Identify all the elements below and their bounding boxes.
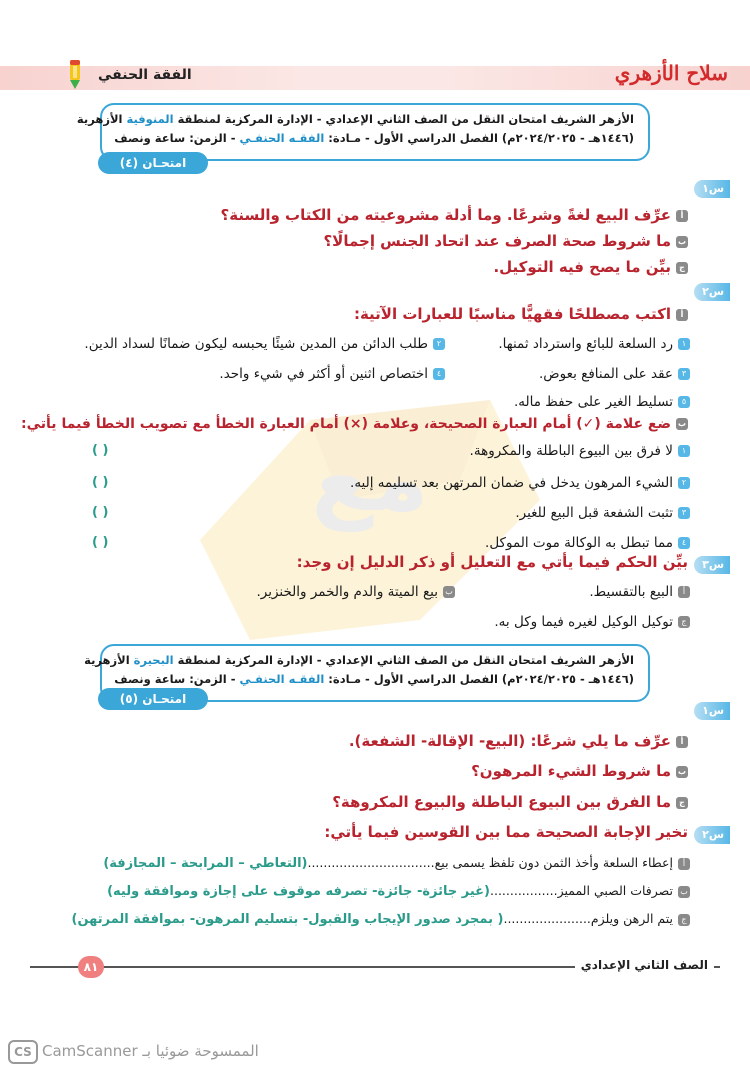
- q3-item: جتوكيل الوكيل لغيره فيما وكل به.: [494, 614, 690, 630]
- exam-5-q1-item: جما الفرق بين البيوع الباطلة والبيوع المكروهة؟: [332, 793, 688, 811]
- question-marker: س٣: [694, 556, 730, 574]
- exam-4-q1-item: بما شروط صحة الصرف عند اتحاد الجنس إجمالًا؟: [323, 232, 687, 250]
- svg-text:مع: مع: [311, 427, 429, 532]
- statement-item: ٤مما تبطل به الوكالة موت الموكل.: [485, 535, 690, 551]
- question-marker: س٢: [694, 283, 730, 301]
- page-number: ٨١: [78, 956, 104, 978]
- exam-4-q2b-prompt: بضع علامة (✓) أمام العبارة الصحيحة، وعلامة (×) أمام العبارة الخطأ مع تصويب الخطأ فيما يأتي:: [21, 416, 687, 432]
- term-item: ١رد السلعة للبائع واسترداد ثمنها.: [498, 336, 690, 352]
- exam-5-line-2: (١٤٤٦هـ - ٢٠٢٤/٢٠٢٥م) الفصل الدراسي الأول - مـادة: الفقـه الحنفـي - الزمن: ساعة ونصف: [114, 672, 634, 686]
- exam-4-q3-prompt: بيِّن الحكم فيما يأتي مع التعليل أو ذكر الدليل إن وجد:: [296, 553, 688, 571]
- statement-item: ٢الشيء المرهون يدخل في ضمان المرتهن بعد تسليمه إليه.: [350, 475, 690, 491]
- term-item: ٢طلب الدائن من المدين شيئًا يحبسه ليكون ضمانًا لسداد الدين.: [84, 336, 445, 352]
- pencil-icon: [64, 58, 86, 90]
- mcq-item: أإعطاء السلعة وأخذ الثمن دون تلفظ يسمى بيع................................(التعاطي – المرابحة – المجازفة): [103, 855, 690, 871]
- answer-parens: ( ): [92, 475, 109, 490]
- exam-5-q2-prompt: تخير الإجابة الصحيحة مما بين القوسين فيما يأتي:: [324, 823, 688, 841]
- term-item: ٤اختصاص اثنين أو أكثر في شيء واحد.: [219, 366, 445, 382]
- exam-5-q1-item: أعرِّف ما يلي شرعًا: (البيع- الإقالة- الشفعة).: [349, 732, 688, 750]
- exam-4-line-2: (١٤٤٦هـ - ٢٠٢٤/٢٠٢٥م) الفصل الدراسي الأول - مـادة: الفقـه الحنفـي - الزمن: ساعة ونصف: [114, 131, 634, 145]
- answer-parens: ( ): [92, 505, 109, 520]
- brand-logo: سلاح الأزهري: [614, 61, 728, 85]
- statement-item: ١لا فرق بين البيوع الباطلة والمكروهة.: [470, 443, 690, 459]
- answer-parens: ( ): [92, 535, 109, 550]
- question-marker: س٢: [694, 826, 730, 844]
- question-marker: س١: [694, 180, 730, 198]
- term-item: ٣عقد على المنافع بعوض.: [539, 366, 690, 382]
- exam-4-q1-item: أعرِّف البيع لغةً وشرعًا. وما أدلة مشروعيته من الكتاب والسنة؟: [221, 206, 688, 224]
- subject-title: الفقة الحنفي: [98, 67, 192, 83]
- answer-parens: ( ): [92, 443, 109, 458]
- mcq-item: بتصرفات الصبي المميز.................(غير جائزة- جائزة- تصرفه موقوف على إجازة وموافقة وليه): [107, 883, 690, 899]
- exam-5-line-1: الأزهر الشريف امتحان النقل من الصف الثاني الإعدادي - الإدارة المركزية لمنطقة البحيرة الأزهرية: [84, 653, 634, 667]
- camscanner-logo: CS: [8, 1040, 38, 1064]
- mcq-item: جيتم الرهن ويلزم......................( بمجرد صدور الإيجاب والقبول- بتسليم المرهون- بموافقة المرتهن): [72, 911, 690, 927]
- term-item: ٥تسليط الغير على حفظ ماله.: [514, 394, 690, 410]
- question-marker: س١: [694, 702, 730, 720]
- footer-grade: الصف الثاني الإعدادي: [575, 958, 714, 972]
- exam-4-line-1: الأزهر الشريف امتحان النقل من الصف الثاني الإعدادي - الإدارة المركزية لمنطقة المنوفية الأزهرية: [76, 112, 634, 126]
- exam-4-q2a-prompt: أاكتب مصطلحًا فقهيًّا مناسبًا للعبارات الآتية:: [354, 305, 688, 323]
- exam-4-q1-item: جبيِّن ما يصح فيه التوكيل.: [493, 258, 688, 276]
- q3-item: ببيع الميتة والدم والخمر والخنزير.: [256, 584, 455, 600]
- exam-4-tag: امتحـان (٤): [98, 152, 208, 174]
- exam-5-tag: امتحـان (٥): [98, 688, 208, 710]
- q3-item: أالبيع بالتقسيط.: [589, 584, 690, 600]
- camscanner-text: الممسوحة ضوئيا بـ CamScanner: [42, 1042, 259, 1060]
- exam-5-q1-item: بما شروط الشيء المرهون؟: [471, 762, 687, 780]
- statement-item: ٣تثبت الشفعة قبل البيع للغير.: [515, 505, 690, 521]
